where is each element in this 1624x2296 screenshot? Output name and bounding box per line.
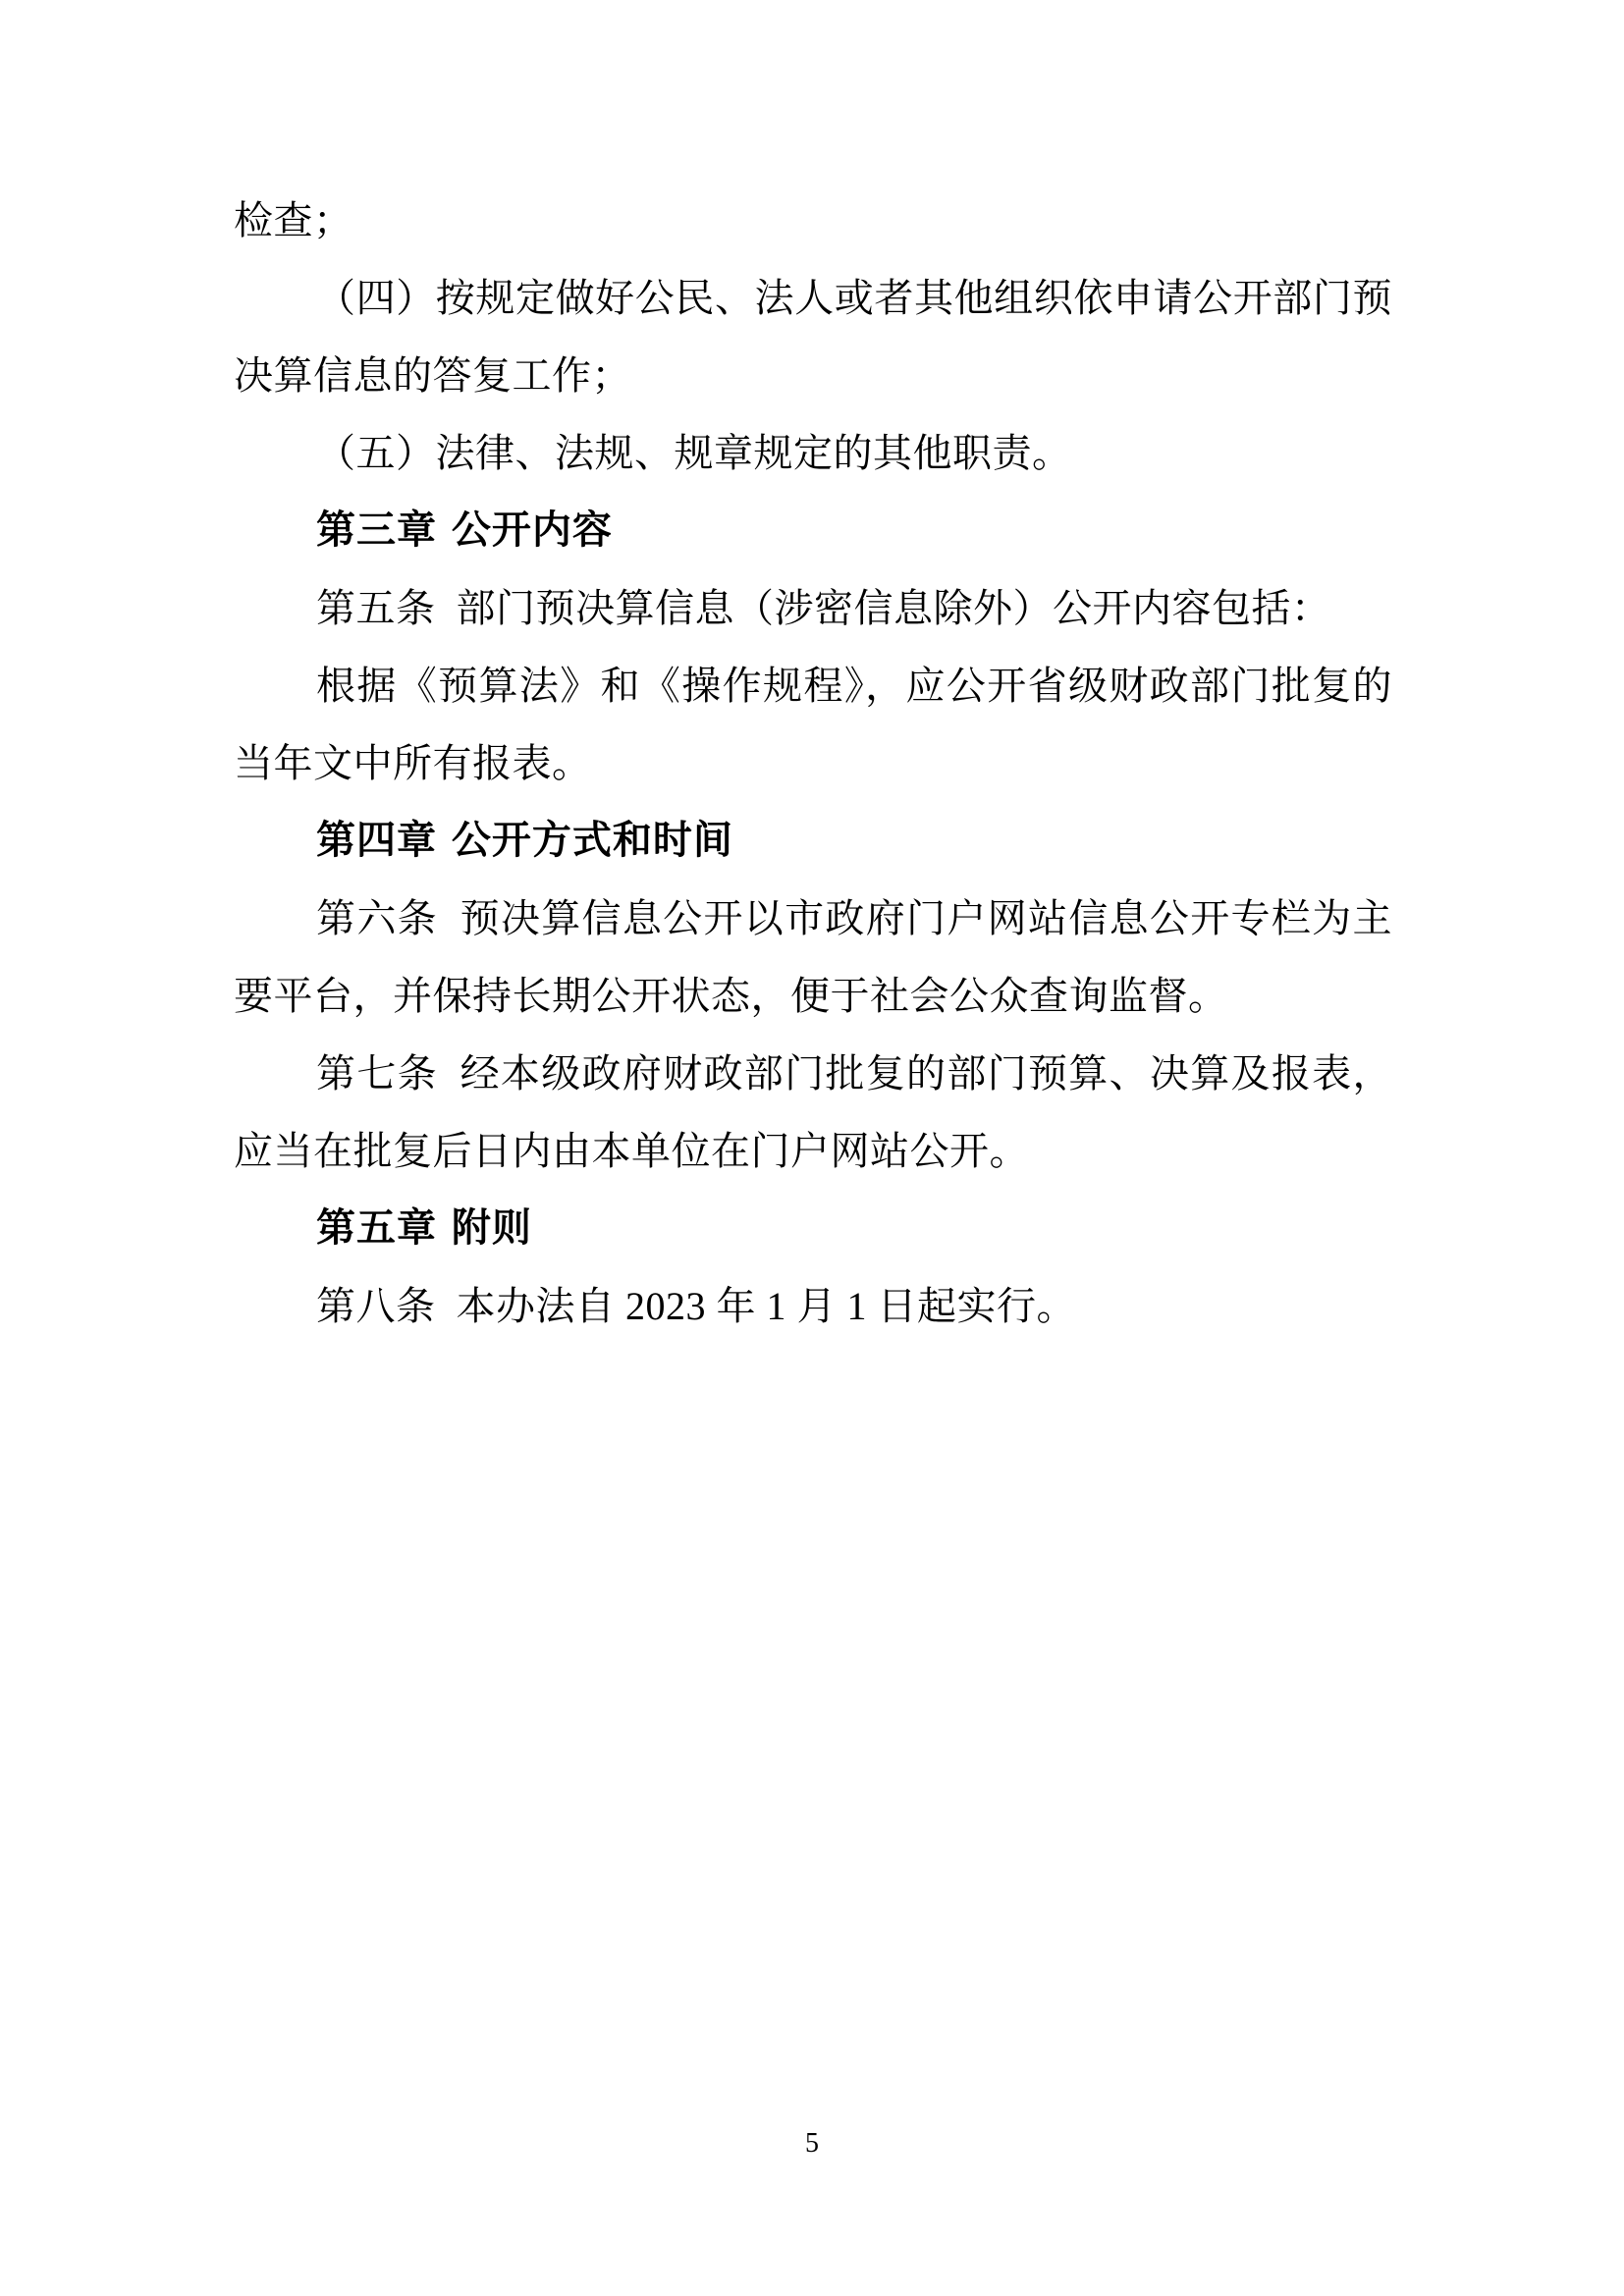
heading-chapter-five: 第五章 附则 [316, 1205, 532, 1251]
paragraph-article-eight: 第八条 本办法自 2023 年 1 月 1 日起实行。 [316, 1284, 1076, 1328]
paragraph-duty-four: （四）按规定做好公民、法人或者其他组织依申请公开部门预决算信息的答复工作； [234, 276, 1392, 398]
page-number: 5 [805, 2128, 819, 2159]
paragraph-continuation: 检查； [234, 198, 353, 242]
heading-chapter-four: 第四章 公开方式和时间 [316, 818, 733, 863]
paragraph-article-seven: 第七条 经本级政府财政部门批复的部门预算、决算及报表，应当在批复后日内由本单位在门户网站公开。 [234, 1051, 1392, 1173]
heading-chapter-three: 第三章 公开内容 [316, 507, 613, 553]
paragraph-duty-five: （五）法律、法规、规章规定的其他职责。 [316, 431, 1072, 475]
paragraph-article-six: 第六条 预决算信息公开以市政府门户网站信息公开专栏为主要平台，并保持长期公开状态，便于社会公众查询监督。 [234, 896, 1392, 1018]
paragraph-article-five-detail: 根据《预算法》和《操作规程》，应公开省级财政部门批复的当年文中所有报表。 [234, 664, 1392, 785]
document-body [234, 182, 1392, 1345]
paragraph-article-five: 第五条 部门预决算信息（涉密信息除外）公开内容包括： [316, 586, 1331, 630]
